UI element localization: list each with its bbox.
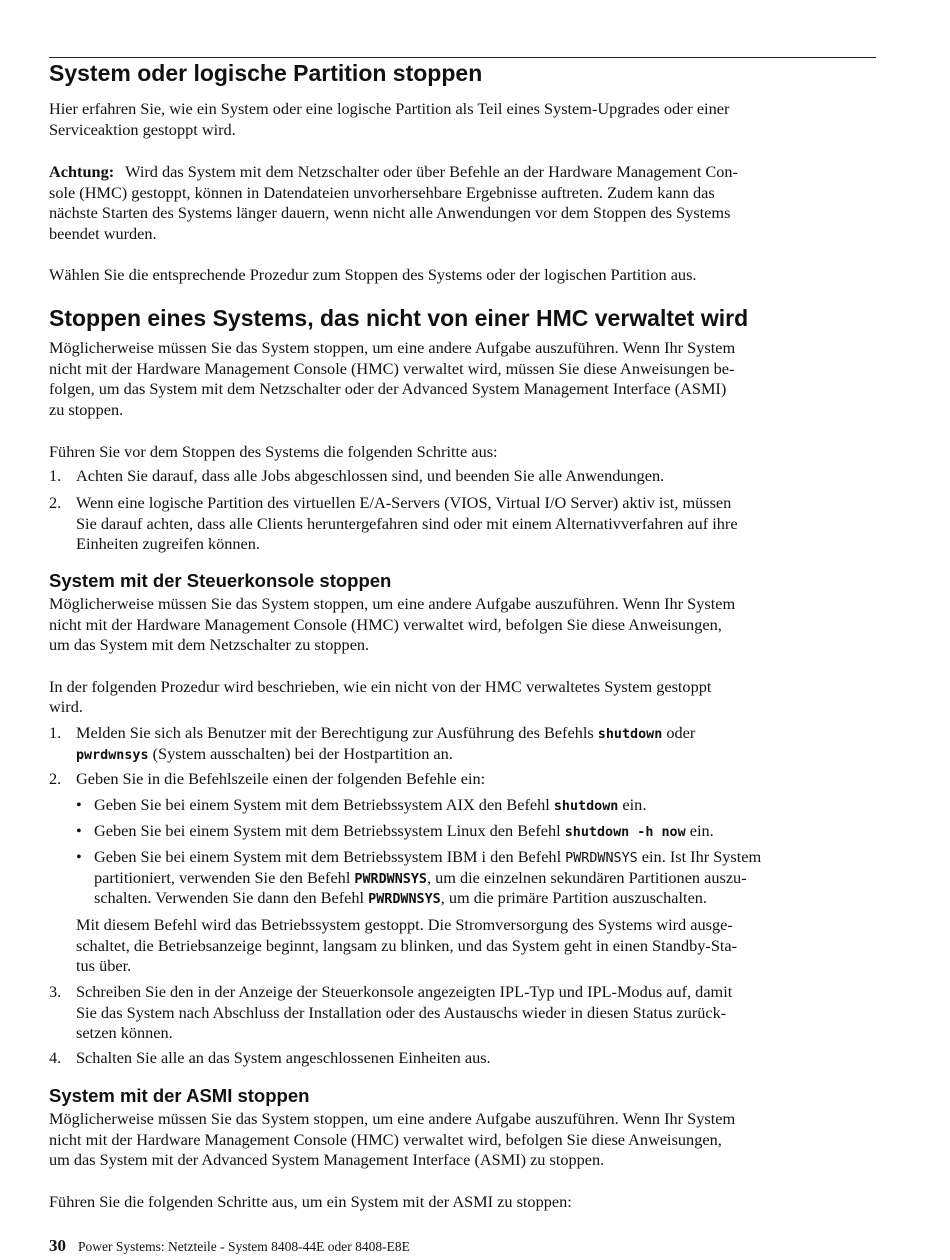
attention-line-4: beendet wurden. (49, 224, 157, 243)
command-shutdown: shutdown (597, 727, 663, 742)
section-title-non-hmc: Stoppen eines Systems, das nicht von einer HMC verwaltet wird (49, 305, 749, 331)
list-text: setzen können. (76, 1023, 173, 1042)
asmi-para-line-1: Möglicherweise müssen Sie das System stoppen, um eine andere Aufgabe auszuführen. Wenn Ihr System (49, 1109, 736, 1128)
list-number: 1. (49, 723, 62, 742)
command-pwrdwnsys: PWRDWNSYS (368, 892, 441, 907)
list-text: pwrdwnsys (System ausschalten) bei der Hostpartition an. (76, 743, 453, 763)
attention-text: Wird das System mit dem Netzschalter oder über Befehle an der Hardware Management Con- (125, 162, 738, 181)
note-text: schaltet, die Betriebsanzeige beginnt, langsam zu blinken, und das System geht in einen Standby-Sta- (76, 935, 738, 955)
bullet-text: Geben Sie bei einem System mit dem Betriebssystem AIX den Befehl shutdown ein. (94, 795, 647, 814)
list-text: Achten Sie darauf, dass alle Jobs abgeschlossen sind, und beenden Sie alle Anwendungen. (76, 466, 665, 485)
list-text: Melden Sie sich als Benutzer mit der Berechtigung zur Ausführung des Befehls shutdown oder (76, 723, 696, 742)
section-title-control-panel: System mit der Steuerkonsole stoppen (49, 570, 392, 591)
bullet-glyph: • (76, 795, 82, 814)
command-pwrdwnsys: pwrdwnsys (76, 747, 149, 763)
list-text: Sie darauf achten, dass alle Clients heruntergefahren sind oder mit einem Alternativverfahren auf ihre (76, 513, 738, 533)
list-text: Wenn eine logische Partition des virtuellen E/A-Servers (VIOS, Virtual I/O Server) aktiv ist, müssen (76, 493, 732, 512)
attention-line-1 (49, 162, 876, 183)
intro-line-1: Hier erfahren Sie, wie ein System oder eine logische Partition als Teil eines System-Upgrades oder einer (49, 99, 730, 118)
command-shutdown-h-now: shutdown -h now (564, 825, 686, 840)
attention-label: Achtung: (49, 162, 115, 181)
page-number: 30 (49, 1236, 66, 1255)
cp-para-line-3: um das System mit dem Netzschalter zu stoppen. (49, 635, 370, 654)
list-number: 3. (49, 982, 62, 1001)
bullet-glyph: • (76, 821, 82, 840)
list-text: Einheiten zugreifen können. (76, 534, 260, 553)
non-hmc-prereq: Führen Sie vor dem Stoppen des Systems die folgenden Schritte aus: (49, 442, 498, 461)
section-title-stop-system: System oder logische Partition stoppen (49, 60, 483, 86)
footer-title: Power Systems: Netzteile - System 8408-44E oder 8408-E8E (78, 1239, 410, 1254)
list-text: Schreiben Sie den in der Anzeige der Steuerkonsole angezeigten IPL-Typ und IPL-Modus auf, damit (76, 982, 733, 1001)
section-title-asmi: System mit der ASMI stoppen (49, 1085, 310, 1106)
intro-line-2: Serviceaktion gestoppt wird. (49, 120, 236, 139)
bullet-text: Geben Sie bei einem System mit dem Betriebssystem Linux den Befehl shutdown -h now ein. (94, 821, 714, 840)
list-number: 4. (49, 1048, 62, 1067)
command-pwrdwnsys: PWRDWNSYS (354, 871, 427, 887)
non-hmc-para-line-1: Möglicherweise müssen Sie das System stoppen, um eine andere Aufgabe auszuführen. Wenn Ihr System (49, 338, 736, 357)
non-hmc-para-line-3: folgen, um das System mit dem Netzschalter oder der Advanced System Management Interface (ASMI) (49, 379, 727, 398)
cp-proc-line-1: In der folgenden Prozedur wird beschrieben, wie ein nicht von der HMC verwaltetes System gestoppt (49, 677, 712, 696)
top-rule (49, 57, 876, 58)
cp-proc-line-2: wird. (49, 697, 83, 716)
command-shutdown: shutdown (553, 799, 619, 814)
choose-procedure: Wählen Sie die entsprechende Prozedur zum Stoppen des Systems oder der logischen Partition aus. (49, 265, 697, 284)
non-hmc-para-line-2: nicht mit der Hardware Management Console (HMC) verwaltet wird, müssen Sie diese Anweisungen be- (49, 359, 735, 378)
asmi-para-line-2: nicht mit der Hardware Management Console (HMC) verwaltet wird, befolgen Sie diese Anweisungen, (49, 1130, 722, 1149)
bullet-text: Geben Sie bei einem System mit dem Betriebssystem IBM i den Befehl PWRDWNSYS ein. Ist Ihr System (94, 847, 762, 866)
non-hmc-para-line-4: zu stoppen. (49, 400, 124, 419)
bullet-text: partitioniert, verwenden Sie den Befehl PWRDWNSYS, um die einzelnen sekundären Partitionen auszu- (94, 867, 747, 887)
bullet-text: schalten. Verwenden Sie dann den Befehl PWRDWNSYS, um die primäre Partition auszuschalten. (94, 888, 708, 907)
list-number: 1. (49, 466, 62, 485)
list-text: Sie das System nach Abschluss der Installation oder des Austauschs wieder in diesen Status zurück- (76, 1002, 727, 1022)
page-footer (49, 1236, 410, 1256)
cp-para-line-2: nicht mit der Hardware Management Console (HMC) verwaltet wird, befolgen Sie diese Anweisungen, (49, 615, 722, 634)
attention-line-3: nächste Starten des Systems länger dauern, wenn nicht alle Anwendungen vor dem Stoppen des Systems (49, 203, 731, 222)
list-number: 2. (49, 769, 62, 788)
asmi-para-line-3: um das System mit der Advanced System Management Interface (ASMI) zu stoppen. (49, 1150, 605, 1169)
note-text: tus über. (76, 956, 132, 975)
list-text: Schalten Sie alle an das System angeschlossenen Einheiten aus. (76, 1048, 491, 1067)
list-number: 2. (49, 493, 62, 512)
command-pwrdwnsys: PWRDWNSYS (565, 851, 638, 866)
asmi-steps-intro: Führen Sie die folgenden Schritte aus, um ein System mit der ASMI zu stoppen: (49, 1192, 572, 1211)
cp-para-line-1: Möglicherweise müssen Sie das System stoppen, um eine andere Aufgabe auszuführen. Wenn Ihr System (49, 594, 736, 613)
bullet-glyph: • (76, 847, 82, 866)
list-text: Geben Sie in die Befehlszeile einen der folgenden Befehle ein: (76, 769, 486, 788)
attention-line-2: sole (HMC) gestoppt, können in Datendateien unvorhersehbare Ergebnisse auftreten. Zudem kann das (49, 183, 715, 202)
note-text: Mit diesem Befehl wird das Betriebssystem gestoppt. Die Stromversorgung des Systems wird ausge- (76, 915, 733, 934)
